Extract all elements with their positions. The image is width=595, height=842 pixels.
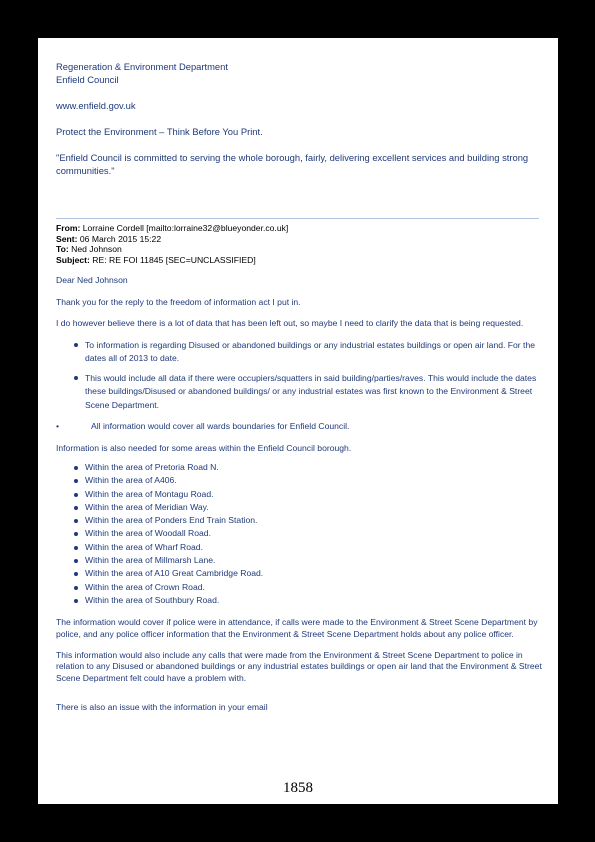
sent-value: 06 March 2015 15:22 — [79, 233, 162, 244]
list-item: To information is regarding Disused or abandoned buildings or any industrial estates buildings or open air land. For the dates all of 2013 to date. — [56, 339, 546, 366]
from-line — [56, 223, 546, 234]
list-item: Within the area of A10 Great Cambridge Road. — [56, 567, 546, 580]
document-page — [38, 38, 558, 804]
signature-website: www.enfield.gov.uk — [56, 100, 136, 111]
page-number: 1858 — [283, 780, 313, 796]
wards-text: All information would cover all wards boundaries for Enfield Council. — [91, 421, 350, 432]
list-item: Within the area of Ponders End Train Station. — [56, 514, 546, 527]
wards-line — [56, 421, 546, 432]
list-item: Within the area of Millmarsh Lane. — [56, 554, 546, 567]
signature-mission: "Enfield Council is committed to serving the whole borough, fairly, delivering excellent services and building strong communities." — [56, 152, 529, 176]
email-header — [56, 223, 546, 265]
areas-list — [56, 461, 546, 607]
separator-line — [56, 218, 539, 219]
from-value: Lorraine Cordell [mailto:lorraine32@blueyonder.co.uk] — [82, 223, 289, 233]
paragraph-police: The information would cover if police were in attendance, if calls were made to the Environment & Street Scene Department by police, and any police officer information that the Environment & Street Scene Department holds about any police officer. — [56, 617, 538, 639]
to-line — [56, 244, 546, 255]
subject-line — [56, 255, 546, 266]
list-item: Within the area of Wharf Road. — [56, 541, 546, 554]
email-body — [56, 223, 546, 714]
to-label: To: — [56, 244, 69, 255]
list-item: This would include all data if there were occupiers/squatters in said building/parties/raves. This would include the dates these buildings/Disused or abandoned buildings/ or any industrial estates was first known to the Environment & Street Scene Department. — [56, 372, 546, 413]
subject-value: RE: RE FOI 11845 [SEC=UNCLASSIFIED] — [92, 254, 256, 265]
request-list — [56, 339, 546, 413]
signature-eco-note: Protect the Environment – Think Before You Print. — [56, 126, 263, 137]
list-item: Within the area of Southbury Road. — [56, 594, 546, 607]
sent-label: Sent: — [56, 233, 78, 244]
list-item: Within the area of Crown Road. — [56, 581, 546, 594]
areas-intro: Information is also needed for some areas within the Enfield Council borough. — [56, 442, 352, 453]
signature-department: Regeneration & Environment Department — [56, 61, 228, 72]
from-label: From: — [56, 223, 81, 233]
list-item: Within the area of Pretoria Road N. — [56, 461, 546, 474]
greeting: Dear Ned Johnson — [56, 275, 128, 286]
list-item: Within the area of A406. — [56, 474, 546, 487]
paragraph-thanks: Thank you for the reply to the freedom of information act I put in. — [56, 296, 301, 307]
paragraph-calls: This information would also include any calls that were made from the Environment & Street Scene Department to police in relation to any Disused or abandoned buildings or any industrial estates buildings or open air land that the Environment & Street Scene Department felt could have a problem with. — [56, 649, 542, 683]
paragraph-clarify: I do however believe there is a lot of data that has been left out, so maybe I need to clarify the data that is being requested. — [56, 318, 524, 329]
list-item: Within the area of Montagu Road. — [56, 488, 546, 501]
email-signature — [56, 60, 546, 190]
signature-council: Enfield Council — [56, 74, 119, 85]
list-item: Within the area of Meridian Way. — [56, 501, 546, 514]
sent-line — [56, 234, 546, 245]
paragraph-issue: There is also an issue with the information in your email — [56, 702, 268, 713]
list-item: Within the area of Woodall Road. — [56, 527, 546, 540]
to-value: Ned Johnson — [71, 244, 122, 255]
bullet-glyph: • — [56, 421, 60, 432]
subject-label: Subject: — [56, 254, 90, 265]
